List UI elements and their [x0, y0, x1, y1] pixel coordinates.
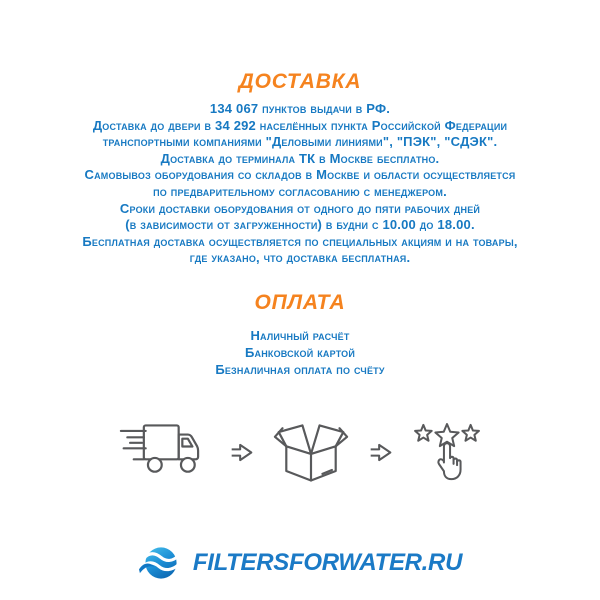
delivery-info-line: Бесплатная доставка осуществляется по специальных акциям и на товары,: [82, 233, 518, 249]
delivery-info-line: где указано, что доставка бесплатная.: [189, 250, 411, 266]
delivery-info-line: транспортными компаниями "Деловыми линиями", "ПЭК", "СДЭК".: [102, 134, 498, 150]
delivery-info-line: Доставка до двери в 34 292 населённых пункта Российской Федерации: [92, 117, 508, 133]
delivery-info-line: Сроки доставки оборудования от одного до пяти рабочих дней: [119, 200, 481, 216]
open-box-icon: [273, 414, 349, 490]
delivery-info-line: (в зависимости от загруженности) в будни с 10.00 до 18.00.: [125, 217, 475, 233]
arrow-right-icon: [229, 440, 254, 465]
payment-options-text: [0, 327, 600, 378]
arrow-right-icon: [368, 440, 393, 465]
delivery-info-text: [0, 101, 600, 267]
payment-option-line: Безналичная оплата по счёту: [215, 362, 385, 377]
site-logo[interactable]: [0, 541, 600, 585]
delivery-section-title: ДОСТАВКА: [238, 70, 362, 93]
customer-rating-stars-hand-icon: [412, 417, 482, 487]
payment-option-line: Банковской картой: [244, 345, 356, 360]
payment-option-line: Наличный расчёт: [250, 328, 350, 343]
delivery-process-icons: [0, 412, 600, 492]
delivery-info-line: 134 067 пунктов выдачи в РФ.: [209, 101, 391, 116]
payment-section-title: ОПЛАТА: [254, 291, 346, 314]
delivery-info-line: Самовывоз оборудования со складов в Москве и области осуществляется: [84, 167, 516, 183]
delivery-truck-icon: [118, 419, 210, 485]
delivery-info-line: по предварительному согласованию с менеджером.: [153, 183, 447, 199]
logo-text: FILTERSFORWATER.RU: [192, 549, 463, 576]
water-wave-logo-icon: [138, 541, 184, 585]
delivery-info-line: Доставка до терминала ТК в Москве бесплатно.: [160, 150, 440, 166]
